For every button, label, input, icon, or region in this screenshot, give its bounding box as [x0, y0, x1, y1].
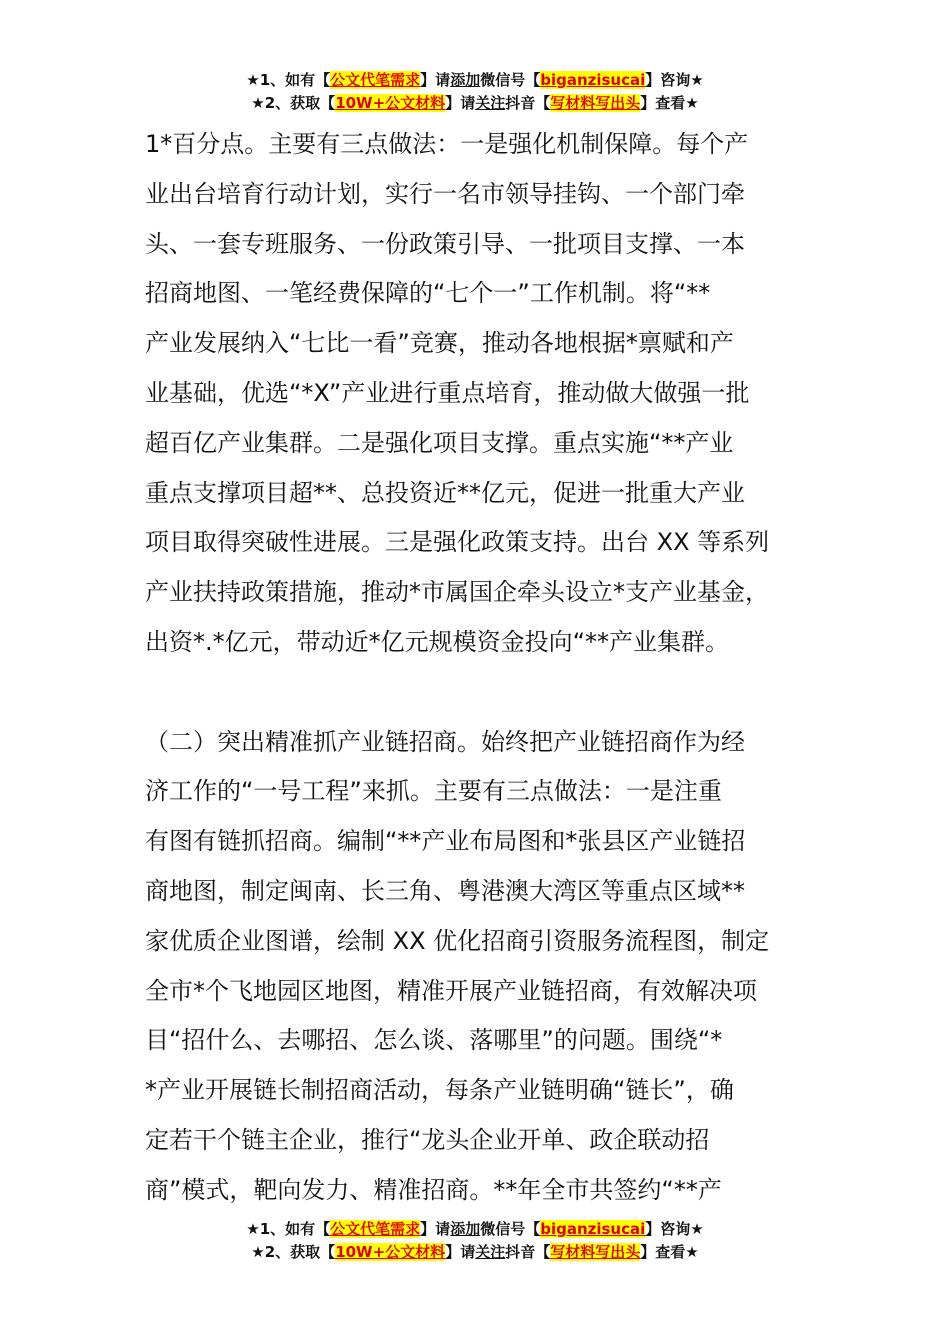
- highlight: 公文代笔需求: [330, 1220, 421, 1238]
- text: 】查看★: [640, 1243, 699, 1261]
- text-line: 头、一套专班服务、一份政策引导、一批项目支撑、一本: [145, 229, 745, 258]
- text-line: 商”模式，靶向发力、精准招商。**年全市共签约“**产: [145, 1175, 722, 1204]
- text-line: 济工作的“一号工程”来抓。主要有三点做法：一是注重: [145, 777, 722, 806]
- highlight: 公文代笔需求: [330, 71, 421, 89]
- text-line: 目“招什么、去哪招、怎么谈、落哪里”的问题。围绕“*: [145, 1026, 723, 1055]
- text-line: 有图有链抓招商。编制“**产业布局图和*张县区产业链招: [145, 827, 746, 856]
- banner-line-2: [0, 92, 950, 115]
- text: 】查看★: [640, 94, 699, 112]
- text: ★1、如有【: [246, 71, 331, 89]
- text-line: 1*百分点。主要有三点做法：一是强化机制保障。每个产: [145, 130, 749, 158]
- text: 】请: [445, 94, 476, 112]
- text-line: 产业扶持政策措施，推动*市属国企牵头设立*支产业基金，: [145, 578, 769, 607]
- text: 微信号【: [480, 71, 541, 89]
- text: 抖音【: [505, 1243, 551, 1261]
- text: 】请: [420, 1220, 451, 1238]
- highlight: 10W+公文材料: [335, 1243, 446, 1261]
- text: ★2、获取【: [251, 1243, 336, 1261]
- text: 微信号【: [480, 1220, 541, 1238]
- banner-line-2: [0, 1241, 950, 1264]
- text: 抖音【: [505, 94, 551, 112]
- wechat-id: biganzisucai: [540, 1220, 646, 1238]
- text-line: 商地图，制定闽南、长三角、粤港澳大湾区等重点区域**: [145, 876, 745, 905]
- text-line: [145, 668, 845, 718]
- underlined-text: 添加: [450, 1220, 481, 1238]
- highlight: 10W+公文材料: [335, 94, 446, 112]
- wechat-id: biganzisucai: [540, 71, 646, 89]
- text-line: 项目取得突破性进展。三是强化政策支持。出台 XX 等系列: [145, 528, 770, 557]
- text-line: 业出台培育行动计划，实行一名市领导挂钩、一个部门牵: [145, 179, 745, 208]
- banner-line-1: [0, 1218, 950, 1241]
- douyin-id: 写材料写出头: [550, 1243, 641, 1261]
- text-line: 家优质企业图谱，绘制 XX 优化招商引资服务流程图，制定: [145, 926, 770, 955]
- text: ★2、获取【: [251, 94, 336, 112]
- underlined-text: 添加: [450, 71, 481, 89]
- text-line: 定若干个链主企业，推行“龙头企业开单、政企联动招: [145, 1125, 710, 1154]
- underlined-text: 关注: [475, 94, 506, 112]
- text: 】请: [420, 71, 451, 89]
- text-line: 超百亿产业集群。二是强化项目支撑。重点实施“**产业: [145, 428, 734, 457]
- header-banner: [0, 69, 950, 115]
- douyin-id: 写材料写出头: [550, 94, 641, 112]
- text-line: *产业开展链长制招商活动，每条产业链明确“链长”，确: [145, 1076, 734, 1105]
- text-line: 产业发展纳入“七比一看”竞赛，推动各地根据*禀赋和产: [145, 329, 734, 358]
- footer-banner: [0, 1218, 950, 1264]
- document-body: [145, 120, 845, 1216]
- text-line: 重点支撑项目超**、总投资近**亿元，促进一批重大产业: [145, 478, 745, 507]
- text: 】咨询★: [645, 71, 704, 89]
- underlined-text: 关注: [475, 1243, 506, 1261]
- text-line: （二）突出精准抓产业链招商。始终把产业链招商作为经: [145, 727, 745, 756]
- text: ★1、如有【: [246, 1220, 331, 1238]
- text-line: 业基础，优选“*X”产业进行重点培育，推动做大做强一批: [145, 378, 750, 407]
- text-line: 出资*.*亿元，带动近*亿元规模资金投向“**产业集群。: [145, 627, 730, 656]
- banner-line-1: [0, 69, 950, 92]
- text: 】请: [445, 1243, 476, 1261]
- text: 】咨询★: [645, 1220, 704, 1238]
- text-line: 招商地图、一笔经费保障的“七个一”工作机制。将“**: [145, 279, 711, 308]
- text-line: 全市*个飞地园区地图，精准开展产业链招商，有效解决项: [145, 976, 757, 1005]
